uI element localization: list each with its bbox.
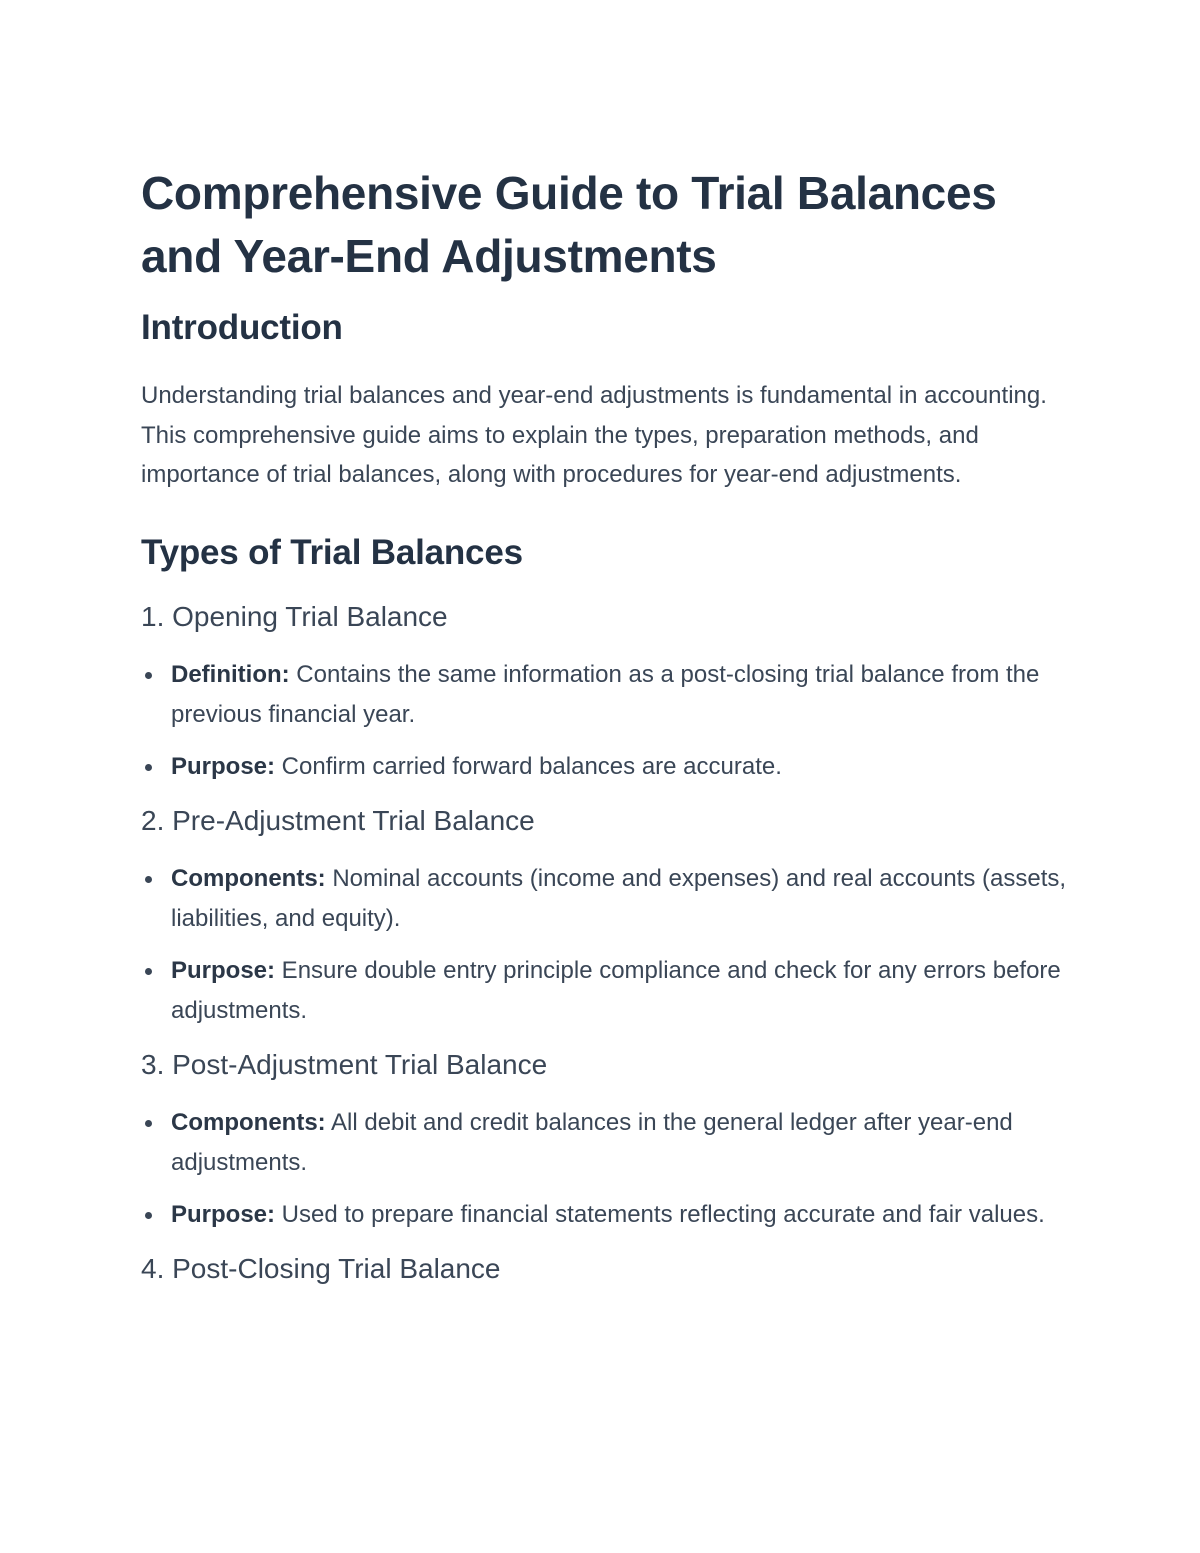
list-item-text: Nominal accounts (income and expenses) and real accounts (assets, liabilities, and equity).	[171, 864, 1067, 932]
list-item	[141, 1195, 1071, 1235]
section-heading-opening: 1. Opening Trial Balance	[141, 600, 448, 632]
list-item	[141, 655, 1071, 735]
list-item-term: Components:	[171, 1108, 326, 1136]
list-item-term: Purpose:	[171, 1200, 276, 1228]
list-item-text: Ensure double entry principle compliance and check for any errors before adjustments.	[171, 956, 1061, 1024]
list-item	[141, 1103, 1071, 1183]
list-item-text: Contains the same information as a post-closing trial balance from the previous financial year.	[171, 660, 1040, 728]
list-item-term: Purpose:	[171, 752, 276, 780]
list-item-text: All debit and credit balances in the general ledger after year-end adjustments.	[171, 1108, 1013, 1176]
list-item	[141, 859, 1071, 939]
document-page	[141, 162, 1071, 1289]
bullet-list-pre-adjustment	[141, 859, 1071, 1031]
list-item-term: Purpose:	[171, 956, 276, 984]
introduction-heading: Introduction	[141, 308, 343, 347]
list-item-text: Used to prepare financial statements reflecting accurate and fair values.	[275, 1200, 1045, 1228]
page-title: Comprehensive Guide to Trial Balances and Year-End Adjustments	[141, 167, 997, 282]
list-item-term: Components:	[171, 864, 326, 892]
introduction-paragraph: Understanding trial balances and year-end adjustments is fundamental in accounting. This comprehensive guide aims to explain the types, preparation methods, and importance of trial balances, along with procedures for year-end adjustments.	[141, 382, 1047, 488]
bullet-list-opening	[141, 655, 1071, 787]
list-item	[141, 747, 1071, 787]
list-item	[141, 951, 1071, 1031]
section-heading-post-adjustment: 3. Post-Adjustment Trial Balance	[141, 1048, 548, 1080]
list-item-term: Definition:	[171, 660, 290, 688]
list-item-text: Confirm carried forward balances are accurate.	[275, 752, 782, 780]
section-heading-post-closing: 4. Post-Closing Trial Balance	[141, 1252, 501, 1284]
types-heading: Types of Trial Balances	[141, 532, 523, 572]
bullet-list-post-adjustment	[141, 1103, 1071, 1235]
section-heading-pre-adjustment: 2. Pre-Adjustment Trial Balance	[141, 804, 535, 836]
